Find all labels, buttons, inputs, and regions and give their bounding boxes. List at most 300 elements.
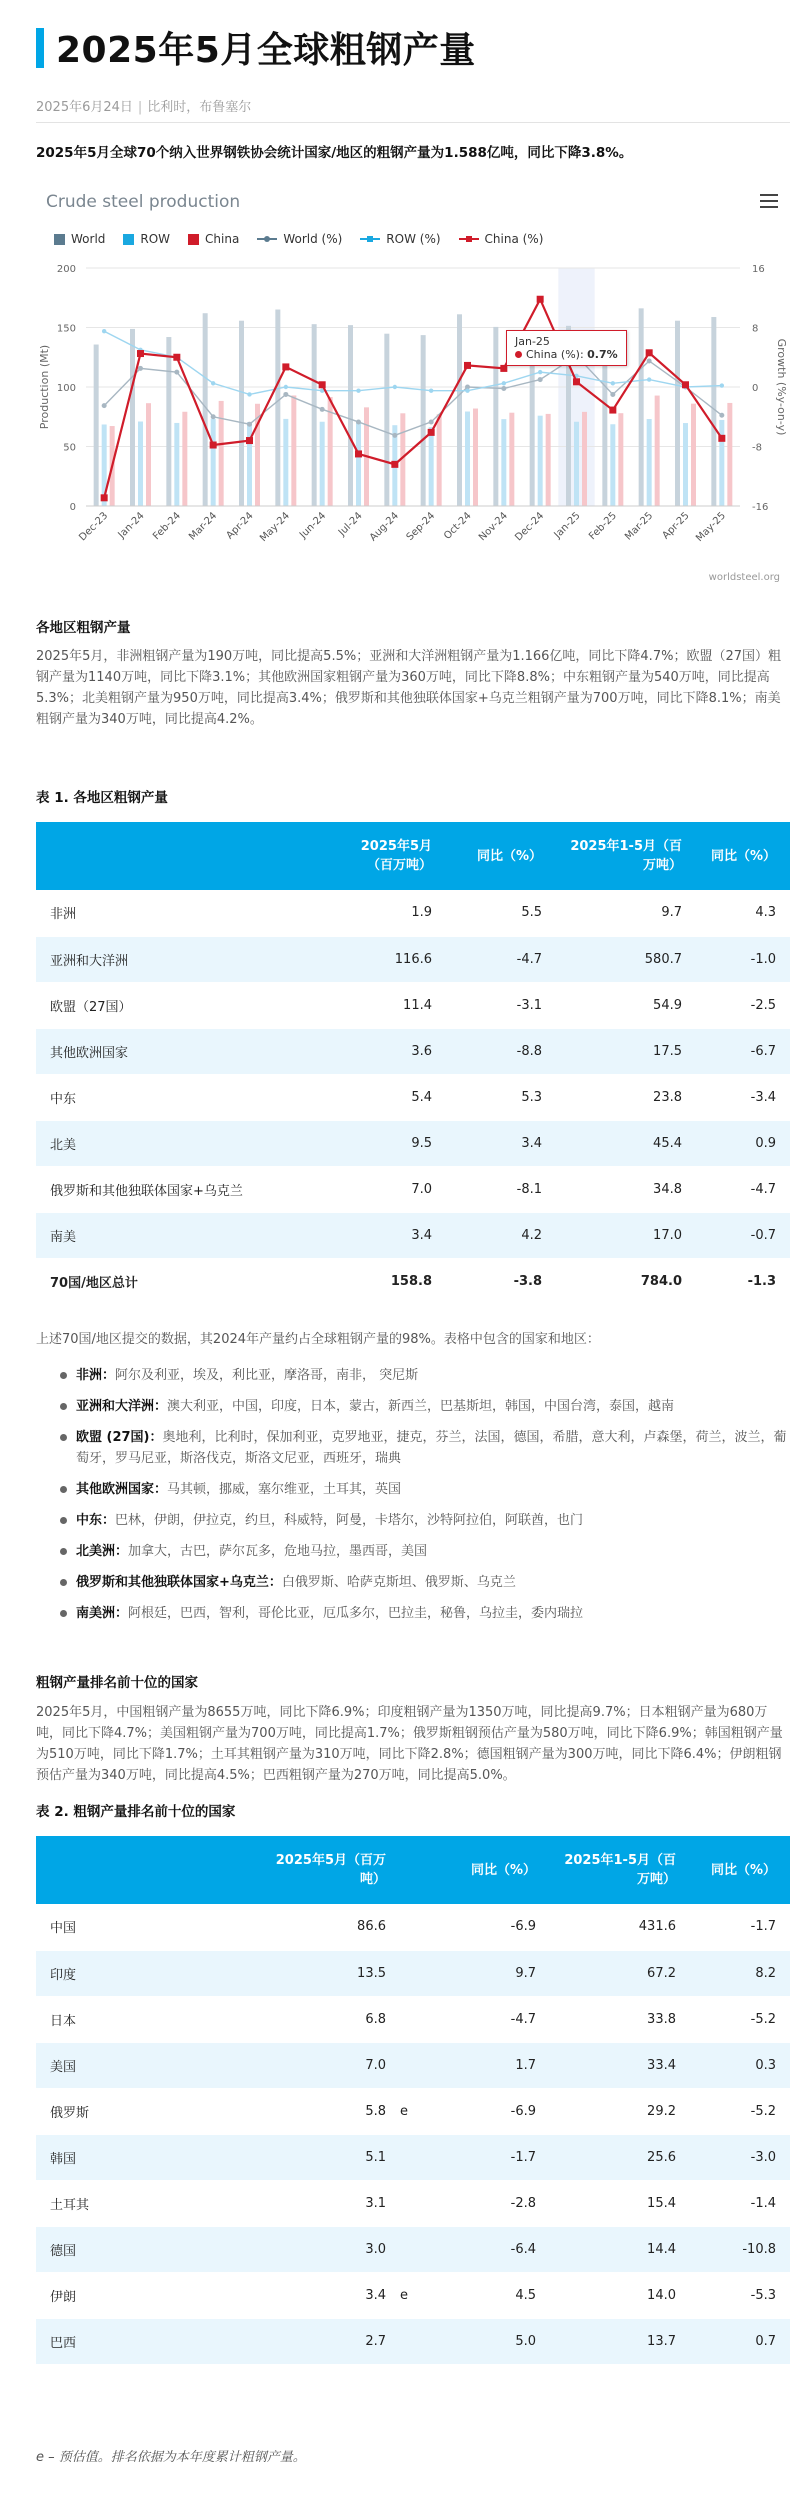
estimate-flag <box>400 2180 440 2226</box>
bar-world <box>384 334 389 506</box>
china-pct-point <box>355 450 362 457</box>
table-row <box>36 1120 790 1166</box>
bar-world <box>166 337 171 506</box>
ytd-yoy: -3.0 <box>690 2134 790 2180</box>
table-row <box>36 2272 790 2318</box>
ytd-value: 784.0 <box>556 1258 696 1304</box>
month-yoy: -6.4 <box>440 2226 550 2272</box>
page-title: 2025年5月全球粗钢产量 <box>56 30 476 71</box>
x-tick-label: Jan-24 <box>116 510 147 541</box>
table-row <box>36 1212 790 1258</box>
ytd-yoy: 4.3 <box>696 890 790 936</box>
china-pct-point <box>464 362 471 369</box>
ytd-value: 15.4 <box>550 2180 690 2226</box>
bar-row <box>610 424 615 506</box>
table1-caption: 表 1. 各地区粗钢产量 <box>36 790 168 806</box>
row-pct-point <box>611 381 615 385</box>
world-pct-point <box>174 370 179 375</box>
footnote: e – 预估值。排名依据为本年度累计粗钢产量。 <box>36 2450 306 2465</box>
country-name: 韩国 <box>36 2134 250 2180</box>
bar-world <box>639 308 644 506</box>
month-value: 86.6 <box>250 1904 400 1950</box>
table-top10 <box>36 1836 790 2365</box>
month-yoy: -6.9 <box>440 2088 550 2134</box>
region-group-label: 中东： <box>76 1513 116 1528</box>
region-group-label: 欧盟 (27国)： <box>76 1430 163 1445</box>
month-yoy: 4.2 <box>446 1212 556 1258</box>
month-value: 3.4 <box>306 1212 446 1258</box>
month-value: 158.8 <box>306 1258 446 1304</box>
y2-tick-label: 8 <box>752 323 759 335</box>
china-pct-point <box>573 378 580 385</box>
country-name: 美国 <box>36 2042 250 2088</box>
china-pct-point <box>609 407 616 414</box>
month-yoy: 5.5 <box>446 890 556 936</box>
x-tick-label: Aug-24 <box>367 510 401 544</box>
row-pct-point <box>247 392 251 396</box>
row-pct-point <box>429 389 433 393</box>
estimate-flag <box>400 2042 440 2088</box>
bar-row <box>356 422 361 506</box>
month-value: 3.0 <box>250 2226 400 2272</box>
month-yoy: -4.7 <box>446 936 556 982</box>
y2-axis-title: Growth (%y-on-y) <box>775 338 788 436</box>
ytd-yoy: -1.4 <box>690 2180 790 2226</box>
region-name: 北美 <box>36 1120 306 1166</box>
month-yoy: 4.5 <box>440 2272 550 2318</box>
estimate-flag <box>400 2226 440 2272</box>
ytd-value: 580.7 <box>556 936 696 982</box>
y-tick-label: 100 <box>56 383 76 394</box>
region-name: 中东 <box>36 1074 306 1120</box>
section-heading-top10: 粗钢产量排名前十位的国家 <box>36 1675 198 1691</box>
table-row <box>36 1904 790 1950</box>
legend-label: ROW <box>140 232 171 246</box>
month-yoy: -3.1 <box>446 982 556 1028</box>
region-list-item <box>60 1510 790 1531</box>
world-pct-point <box>211 414 216 419</box>
y-tick-label: 50 <box>63 442 76 454</box>
ytd-yoy: -10.8 <box>690 2226 790 2272</box>
china-pct-point <box>319 381 326 388</box>
x-tick-label: Jun-24 <box>297 510 329 541</box>
x-tick-label: Apr-25 <box>660 510 692 542</box>
bar-china <box>219 401 224 506</box>
bar-world <box>239 321 244 506</box>
month-yoy: -2.8 <box>440 2180 550 2226</box>
table-header-cell <box>306 822 446 890</box>
month-yoy: 1.7 <box>440 2042 550 2088</box>
table-row <box>36 1166 790 1212</box>
world-pct-point <box>102 403 107 408</box>
world-pct-point <box>538 377 543 382</box>
china-pct-point <box>282 363 289 370</box>
bar-world <box>711 317 716 506</box>
ytd-value: 45.4 <box>556 1120 696 1166</box>
bar-row <box>429 427 434 506</box>
ytd-value: 13.7 <box>550 2318 690 2364</box>
month-value: 5.4 <box>306 1074 446 1120</box>
table-row <box>36 1950 790 1996</box>
region-list-item <box>60 1603 790 1624</box>
x-tick-label: Sep-24 <box>404 510 438 544</box>
y-tick-label: 200 <box>56 264 76 275</box>
ytd-value: 33.4 <box>550 2042 690 2088</box>
china-pct-point <box>391 461 398 468</box>
month-value: 5.1 <box>250 2134 400 2180</box>
table-body <box>36 1904 790 2364</box>
table-row <box>36 1996 790 2042</box>
table-body <box>36 890 790 1304</box>
table-regions <box>36 822 790 1305</box>
section-paragraph-top10: 2025年5月，中国粗钢产量为8655万吨，同比下降6.9%；印度粗钢产量为1350万吨，同比提高9.7%；日本粗钢产量为680万吨，同比下降4.7%；美国粗钢产量为700万吨，同比提高1.7%；俄罗斯粗钢预估产量为580万吨，同比下降6.9%；韩国粗钢产量为510万吨，同比下降1.7%；土耳其粗钢产量为310万吨，同比下降2.8%；德国粗钢产量为300万吨，同比下降6.4%；伊朗粗钢预估产量为340万吨，同比提高4.5%；巴西粗钢产量为270万吨，同比提高5.0%。 <box>36 1705 783 1783</box>
lead-paragraph: 2025年5月全球70个纳入世界钢铁协会统计国家/地区的粗钢产量为1.588亿吨，同比下降3.8%。 <box>36 145 633 161</box>
world-pct-point <box>356 419 361 424</box>
region-list-item <box>60 1572 790 1593</box>
world-pct-point <box>320 407 325 412</box>
ytd-value: 17.0 <box>556 1212 696 1258</box>
ytd-yoy: -1.0 <box>696 936 790 982</box>
ytd-yoy: 0.7 <box>690 2318 790 2364</box>
regions-list <box>60 1365 790 1634</box>
bar-row <box>647 419 652 506</box>
x-tick-label: Mar-24 <box>187 510 220 543</box>
region-list-item <box>60 1479 790 1500</box>
ytd-yoy: -4.7 <box>696 1166 790 1212</box>
china-pct-point <box>646 349 653 356</box>
country-name: 土耳其 <box>36 2180 250 2226</box>
table-row <box>36 982 790 1028</box>
chart-credit[interactable]: worldsteel.org <box>708 572 780 583</box>
ytd-value: 9.7 <box>556 890 696 936</box>
tooltip-value: 0.7% <box>587 348 618 361</box>
region-name: 其他欧洲国家 <box>36 1028 306 1074</box>
article-date: 2025年6月24日 <box>36 100 133 115</box>
month-yoy: -4.7 <box>440 1996 550 2042</box>
table-header-cell <box>36 822 306 890</box>
tooltip-category: Jan-25 <box>515 335 550 348</box>
region-name: 南美 <box>36 1212 306 1258</box>
bar-world <box>421 335 426 506</box>
bar-world <box>493 327 498 506</box>
estimate-flag <box>400 1904 440 1950</box>
ytd-yoy: -5.2 <box>690 2088 790 2134</box>
bar-row <box>211 419 216 506</box>
ytd-yoy: 8.2 <box>690 1950 790 1996</box>
page-title-block <box>36 22 476 73</box>
y-tick-label: 0 <box>69 502 76 513</box>
region-list-item <box>60 1541 790 1562</box>
row-pct-point <box>393 385 397 389</box>
header-label: 2025年5月 （百万吨） <box>360 839 432 873</box>
country-name: 俄罗斯 <box>36 2088 250 2134</box>
region-group-label: 其他欧洲国家： <box>76 1482 168 1497</box>
table-header-row <box>36 822 790 890</box>
region-list-item <box>60 1396 790 1417</box>
month-yoy: -8.1 <box>446 1166 556 1212</box>
world-pct-point <box>647 358 652 363</box>
region-name: 70国/地区总计 <box>36 1258 306 1304</box>
month-value: 13.5 <box>250 1950 400 1996</box>
chart-title: Crude steel production <box>46 192 241 212</box>
estimate-flag: e <box>400 2088 440 2134</box>
bar-row <box>465 412 470 506</box>
ytd-value: 431.6 <box>550 1904 690 1950</box>
world-pct-point <box>392 433 397 438</box>
table-header-cell <box>36 1836 250 1904</box>
ytd-yoy: -5.3 <box>690 2272 790 2318</box>
month-value: 6.8 <box>250 1996 400 2042</box>
bar-world <box>675 321 680 506</box>
month-value: 7.0 <box>250 2042 400 2088</box>
region-list-item <box>60 1427 790 1469</box>
bar-row <box>501 419 506 506</box>
x-tick-label: Nov-24 <box>477 510 510 544</box>
region-group-label: 非洲： <box>76 1368 116 1383</box>
bar-row <box>174 423 179 506</box>
month-value: 3.1 <box>250 2180 400 2226</box>
estimate-flag <box>400 2134 440 2180</box>
table-row <box>36 1074 790 1120</box>
table-header-row <box>36 1836 790 1904</box>
region-group-label: 亚洲和大洋洲： <box>76 1399 168 1414</box>
legend-label: China <box>205 232 240 246</box>
row-pct-point <box>211 381 215 385</box>
bar-china <box>182 412 187 506</box>
table-header-cell: 2025年1-5月（百万吨） <box>556 822 696 890</box>
region-name: 非洲 <box>36 890 306 936</box>
article-location: 比利时，布鲁塞尔 <box>147 100 252 115</box>
legend-label: ROW (%) <box>386 232 441 246</box>
ytd-yoy: -3.4 <box>696 1074 790 1120</box>
section-heading-regions: 各地区粗钢产量 <box>36 620 131 636</box>
row-pct-point <box>538 370 542 374</box>
table-row <box>36 2318 790 2364</box>
region-group-label: 南美洲： <box>76 1606 129 1621</box>
title-accent-bar <box>36 28 44 68</box>
ytd-yoy: -1.7 <box>690 1904 790 1950</box>
world-pct-point <box>283 392 288 397</box>
china-pct-point <box>718 435 725 442</box>
chart-plot-area <box>36 180 790 590</box>
region-group-countries: 阿尔及利亚，埃及，利比亚，摩洛哥，南非， 突尼斯 <box>115 1368 419 1383</box>
bar-china <box>727 403 732 506</box>
country-name: 伊朗 <box>36 2272 250 2318</box>
table-row <box>36 2226 790 2272</box>
country-name: 日本 <box>36 1996 250 2042</box>
x-tick-label: Feb-25 <box>587 510 619 543</box>
ytd-value: 25.6 <box>550 2134 690 2180</box>
table-header-cell: 2025年1-5月（百万吨） <box>550 1836 690 1904</box>
china-pct-point <box>137 350 144 357</box>
bar-china <box>509 413 514 506</box>
bar-china <box>655 396 660 506</box>
ytd-value: 14.4 <box>550 2226 690 2272</box>
x-tick-label: Jan-25 <box>552 510 583 541</box>
bar-row <box>283 419 288 506</box>
bar-china <box>291 395 296 506</box>
ytd-yoy: 0.9 <box>696 1120 790 1166</box>
month-value: 116.6 <box>306 936 446 982</box>
x-tick-label: Apr-24 <box>224 510 256 542</box>
section-paragraph-regions: 2025年5月，非洲粗钢产量为190万吨，同比提高5.5%；亚洲和大洋洲粗钢产量为1.166亿吨，同比下降4.7%；欧盟（27国）粗钢产量为1140万吨，同比下降3.1%；其他欧洲国家粗钢产量为360万吨，同比下降8.8%；中东粗钢产量为540万吨，同比提高5.3%；北美粗钢产量为950万吨，同比提高3.4%；俄罗斯和其他独联体国家+乌克兰粗钢产量为700万吨，同比下降8.1%；南美粗钢产量为340万吨，同比提高4.2%。 <box>36 649 781 727</box>
world-pct-point <box>719 413 724 418</box>
x-tick-label: Oct-24 <box>442 510 474 542</box>
ytd-yoy: -1.3 <box>696 1258 790 1304</box>
ytd-yoy: -2.5 <box>696 982 790 1028</box>
row-pct-point <box>502 381 506 385</box>
row-pct-point <box>102 329 106 333</box>
table-row <box>36 1258 790 1304</box>
table-row <box>36 1028 790 1074</box>
month-yoy: -3.8 <box>446 1258 556 1304</box>
estimate-flag: e <box>400 2272 440 2318</box>
y2-tick-label: 0 <box>752 383 759 394</box>
row-pct-point <box>356 389 360 393</box>
month-value: 7.0 <box>306 1166 446 1212</box>
bar-china <box>473 409 478 506</box>
month-value: 9.5 <box>306 1120 446 1166</box>
bar-china <box>146 403 151 506</box>
month-value: 3.4 <box>250 2272 400 2318</box>
region-group-countries: 阿根廷，巴西，智利，哥伦比亚，厄瓜多尔，巴拉圭，秘鲁，乌拉圭，委内瑞拉 <box>128 1606 584 1621</box>
estimate-flag <box>400 2318 440 2364</box>
line-world <box>104 356 722 436</box>
x-tick-label: Dec-23 <box>77 510 111 544</box>
table-header-cell: 2025年5月（百万吨） <box>250 1836 400 1904</box>
table-row <box>36 2180 790 2226</box>
country-name: 印度 <box>36 1950 250 1996</box>
x-tick-label: Feb-24 <box>151 510 183 543</box>
ytd-value: 33.8 <box>550 1996 690 2042</box>
legend-label: China (%) <box>484 232 544 246</box>
ytd-value: 14.0 <box>550 2272 690 2318</box>
region-name: 亚洲和大洋洲 <box>36 936 306 982</box>
bar-world <box>94 345 99 506</box>
month-yoy: 9.7 <box>440 1950 550 1996</box>
ytd-yoy: 0.3 <box>690 2042 790 2088</box>
line-china <box>104 299 722 498</box>
month-value: 11.4 <box>306 982 446 1028</box>
month-yoy: -8.8 <box>446 1028 556 1074</box>
x-tick-label: May-24 <box>258 510 292 545</box>
country-name: 德国 <box>36 2226 250 2272</box>
month-yoy: 3.4 <box>446 1120 556 1166</box>
china-pct-point <box>428 429 435 436</box>
legend-label: World <box>71 232 106 246</box>
y-axis-title: Production (Mt) <box>38 344 51 430</box>
table-header-cell: 同比（%） <box>696 822 790 890</box>
month-value: 3.6 <box>306 1028 446 1074</box>
month-yoy: 5.0 <box>440 2318 550 2364</box>
bar-row <box>538 416 543 506</box>
production-chart <box>36 180 790 590</box>
tooltip-value-row <box>515 348 618 361</box>
estimate-flag <box>400 1950 440 1996</box>
tooltip-dot <box>515 351 522 358</box>
ytd-value: 54.9 <box>556 982 696 1028</box>
row-pct-point <box>465 389 469 393</box>
region-group-countries: 澳大利亚，中国，印度，日本，蒙古，新西兰，巴基斯坦，韩国，中国台湾，泰国，越南 <box>167 1399 675 1414</box>
table-header-cell: 同比（%） <box>446 822 556 890</box>
article-meta <box>36 96 251 115</box>
x-tick-label: May-25 <box>694 510 728 545</box>
ytd-yoy: -0.7 <box>696 1212 790 1258</box>
row-pct-point <box>720 383 724 387</box>
divider <box>36 122 790 123</box>
estimate-flag <box>400 1996 440 2042</box>
world-pct-point <box>610 392 615 397</box>
month-yoy: 5.3 <box>446 1074 556 1120</box>
china-pct-point <box>101 494 108 501</box>
region-group-countries: 奥地利，比利时，保加利亚，克罗地亚，捷克，芬兰，法国，德国，希腊，意大利，卢森堡，荷兰，波兰，葡萄牙，罗马尼亚，斯洛伐克，斯洛文尼亚，西班牙，瑞典 <box>76 1430 787 1466</box>
china-pct-point <box>682 381 689 388</box>
region-group-countries: 加拿大，古巴，萨尔瓦多，危地马拉，墨西哥，美国 <box>128 1544 428 1559</box>
bar-china <box>691 404 696 506</box>
y-tick-label: 150 <box>56 323 76 335</box>
x-tick-label: Jul-24 <box>336 510 365 539</box>
region-name: 欧盟（27国） <box>36 982 306 1028</box>
ytd-value: 17.5 <box>556 1028 696 1074</box>
world-pct-point <box>429 419 434 424</box>
y2-tick-label: 16 <box>752 264 765 275</box>
month-value: 1.9 <box>306 890 446 936</box>
month-yoy: -6.9 <box>440 1904 550 1950</box>
table-row <box>36 2088 790 2134</box>
legend-label: World (%) <box>283 232 343 246</box>
china-pct-point <box>537 296 544 303</box>
regions-note: 上述70国/地区提交的数据，其2024年产量约占全球粗钢产量的98%。表格中包含的国家和地区： <box>36 1332 600 1347</box>
bar-china <box>582 412 587 506</box>
month-value: 5.8 <box>250 2088 400 2134</box>
month-yoy: -1.7 <box>440 2134 550 2180</box>
table-header-cell: 同比（%） <box>440 1836 550 1904</box>
china-pct-point <box>246 437 253 444</box>
china-pct-point <box>210 442 217 449</box>
bar-china <box>437 414 442 506</box>
world-pct-point <box>247 422 252 427</box>
row-pct-point <box>284 385 288 389</box>
region-group-countries: 巴林，伊朗，伊拉克，约旦，科威特，阿曼，卡塔尔，沙特阿拉伯，阿联酋，也门 <box>115 1513 584 1528</box>
table2-caption: 表 2. 粗钢产量排名前十位的国家 <box>36 1804 236 1820</box>
china-pct-point <box>173 354 180 361</box>
bar-world <box>275 310 280 506</box>
ytd-value: 34.8 <box>556 1166 696 1212</box>
region-list-item <box>60 1365 790 1386</box>
country-name: 巴西 <box>36 2318 250 2364</box>
bar-world <box>130 329 135 506</box>
ytd-value: 23.8 <box>556 1074 696 1120</box>
table-row <box>36 936 790 982</box>
region-group-label: 俄罗斯和其他独联体国家+乌克兰： <box>76 1575 282 1590</box>
bar-row <box>574 422 579 506</box>
row-pct-point <box>647 377 651 381</box>
meta-separator: | <box>137 100 143 115</box>
bar-row <box>320 422 325 506</box>
ytd-value: 29.2 <box>550 2088 690 2134</box>
y2-tick-label: -8 <box>752 442 762 454</box>
month-value: 2.7 <box>250 2318 400 2364</box>
bar-row <box>138 422 143 506</box>
ytd-yoy: -5.2 <box>690 1996 790 2042</box>
bar-world <box>348 325 353 506</box>
bar-row <box>683 423 688 506</box>
table-row <box>36 2134 790 2180</box>
bar-row <box>719 420 724 506</box>
chart-tooltip <box>506 330 627 366</box>
bar-china <box>618 413 623 506</box>
ytd-value: 67.2 <box>550 1950 690 1996</box>
